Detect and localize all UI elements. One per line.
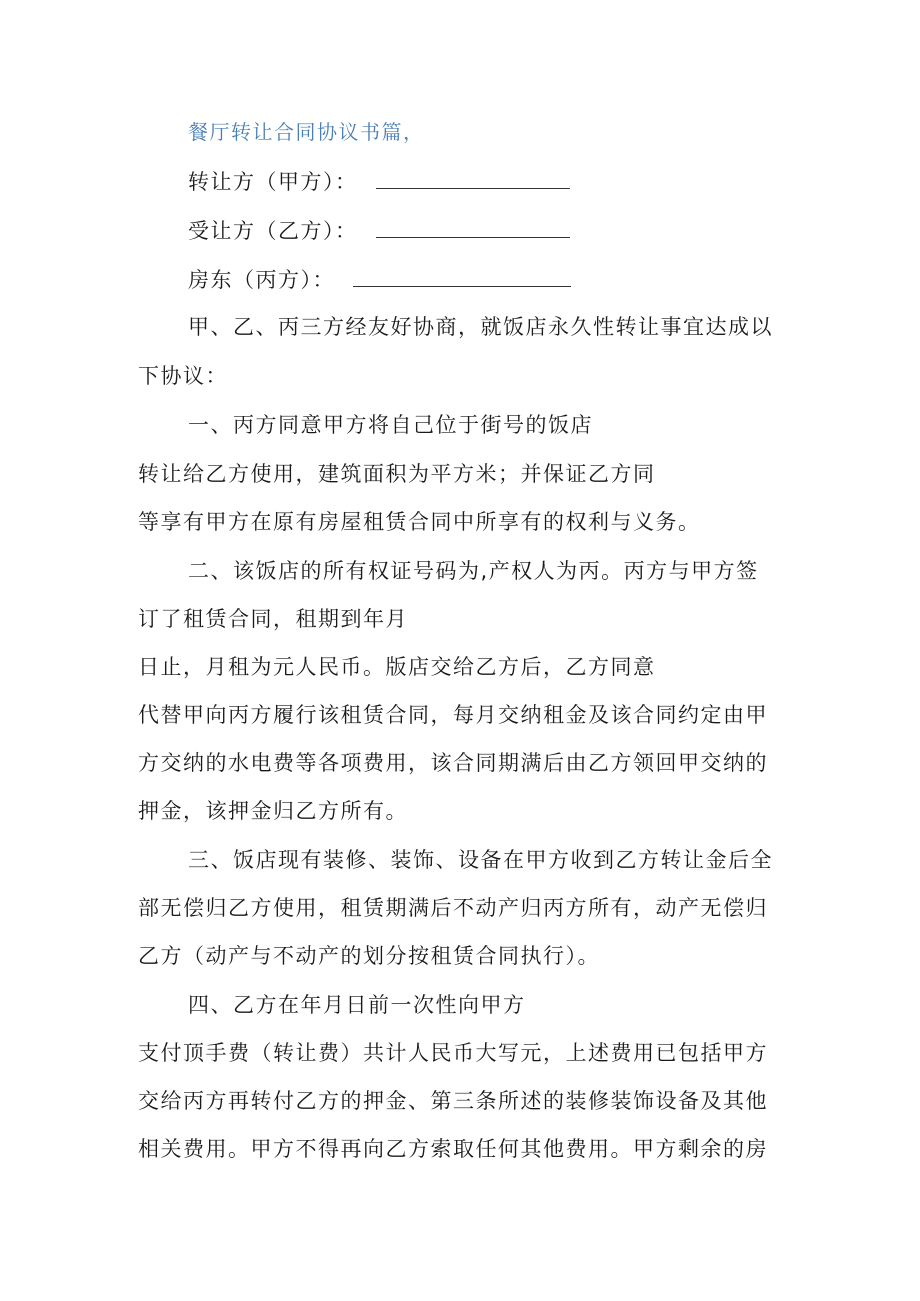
body-line: 押金，该押金归乙方所有。: [138, 799, 408, 823]
party-c-label: 房东（丙方）：: [188, 268, 335, 292]
party-a-blank: [376, 166, 570, 189]
body-line: 日止，月租为元人民币。版店交给乙方后，乙方同意: [138, 655, 656, 679]
body-line: 代替甲向丙方履行该租赁合同，每月交纳租金及该合同约定由甲: [138, 703, 768, 727]
body-line: 二、该饭店的所有权证号码为,产权人为丙。丙方与甲方签: [188, 559, 759, 583]
body-line: 四、乙方在年月日前一次性向甲方: [188, 993, 526, 1017]
body-line: 乙方（动产与不动产的划分按租赁合同执行）。: [138, 944, 600, 968]
body-line: 转让给乙方使用，建筑面积为平方米；并保证乙方同: [138, 462, 656, 486]
body-line: 交给丙方再转付乙方的押金、第三条所述的装修装饰设备及其他: [138, 1089, 768, 1113]
body-line: 支付顶手费（转让费）共计人民币大写元，上述费用已包括甲方: [138, 1041, 768, 1065]
body-line: 一、丙方同意甲方将自己位于街号的饭店: [188, 413, 593, 437]
body-line: 订了租赁合同，租期到年月: [138, 607, 408, 631]
party-b-row: [188, 215, 570, 246]
body-line: 等享有甲方在原有房屋租赁合同中所享有的权利与义务。: [138, 510, 701, 534]
body-line: 方交纳的水电费等各项费用，该合同期满后由乙方领回甲交纳的: [138, 751, 768, 775]
body-line: 下协议：: [138, 364, 228, 388]
party-a-row: [188, 166, 570, 197]
document-title: 餐厅转让合同协议书篇，: [188, 120, 425, 144]
party-c-blank: [353, 264, 571, 287]
body-line: 三、饭店现有装修、装饰、设备在甲方收到乙方转让金后全: [188, 848, 773, 872]
body-line: 相关费用。甲方不得再向乙方索取任何其他费用。甲方剩余的房: [138, 1137, 768, 1161]
party-b-blank: [376, 215, 570, 238]
party-c-row: [188, 264, 571, 295]
party-b-label: 受让方（乙方）：: [188, 219, 358, 243]
body-line: 甲、乙、丙三方经友好协商，就饭店永久性转让事宜达成以: [188, 315, 773, 339]
body-line: 部无偿归乙方使用，租赁期满后不动产归丙方所有，动产无偿归: [138, 896, 768, 920]
party-a-label: 转让方（甲方）：: [188, 170, 358, 194]
